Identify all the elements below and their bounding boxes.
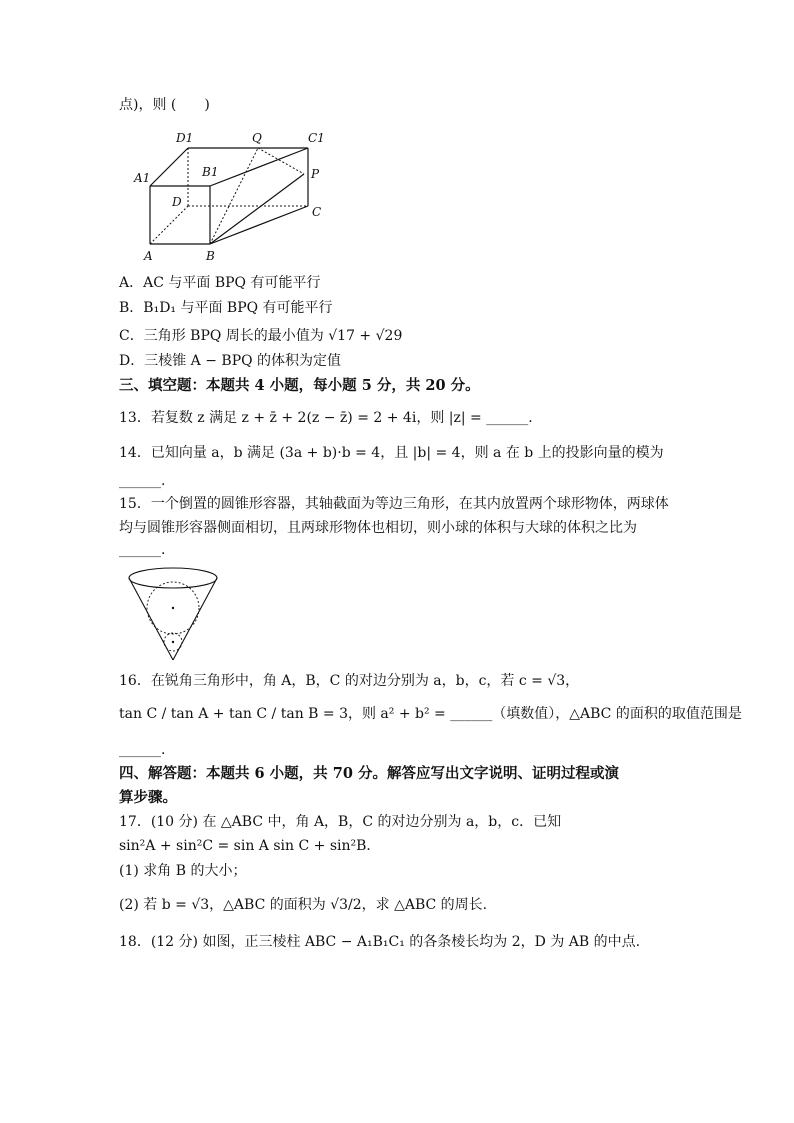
q12-option-c: C．三角形 BPQ 周长的最小值为 √17 + √29	[119, 328, 403, 344]
label-c1: C1	[308, 131, 325, 145]
q12-option-a: A．AC 与平面 BPQ 有可能平行	[119, 275, 321, 291]
label-d: D	[172, 195, 182, 209]
q12-option-b: B．B₁D₁ 与平面 BPQ 有可能平行	[119, 300, 333, 316]
section-3-heading: 三、填空题：本题共 4 小题，每小题 5 分，共 20 分。	[119, 377, 480, 394]
label-b1: B1	[202, 165, 219, 179]
label-c: C	[312, 205, 322, 219]
label-d1: D1	[176, 131, 194, 145]
q12-option-d: D．三棱锥 A − BPQ 的体积为定值	[119, 353, 342, 369]
question-17-line-1: 17．(10 分) 在 △ABC 中，角 A，B，C 的对边分别为 a，b，c．已知	[119, 814, 562, 830]
question-13: 13．若复数 z 满足 z + z̄ + 2(z − z̄) = 2 + 4i，则 |z| = ______.	[119, 410, 533, 426]
question-17-part-1: (1) 求角 B 的大小；	[119, 863, 247, 879]
question-15-line-1: 15．一个倒置的圆锥形容器，其轴截面为等边三角形，在其内放置两个球形物体，两球体	[119, 496, 669, 512]
question-14-answer-blank: ______.	[119, 473, 166, 489]
question-16-answer-blank: ______.	[119, 742, 166, 758]
section-4-heading-line-2: 算步骤。	[119, 789, 177, 806]
label-a1: A1	[134, 171, 151, 185]
question-16-line-2: tan C / tan A + tan C / tan B = 3，则 a² + b² = ______（填数值），△ABC 的面积的取值范围是	[119, 706, 742, 722]
question-15-line-2: 均与圆锥形容器侧面相切，且两球形物体也相切，则小球的体积与大球的体积之比为	[119, 520, 637, 536]
question-18: 18．(12 分) 如图，正三棱柱 ABC − A₁B₁C₁ 的各条棱长均为 2，D 为 AB 的中点.	[119, 934, 641, 950]
question-14: 14．已知向量 a，b 满足 (3a + b)·b = 4，且 |b| = 4，则 a 在 b 上的投影向量的模为	[119, 445, 664, 461]
label-b: B	[206, 249, 215, 262]
section-4-heading-line-1: 四、解答题：本题共 6 小题，共 70 分。解答应写出文字说明、证明过程或演	[119, 765, 619, 782]
question-15-answer-blank: ______.	[119, 542, 166, 558]
question-17-part-2: (2) 若 b = √3，△ABC 的面积为 √3/2，求 △ABC 的周长.	[119, 897, 488, 913]
question-16-line-1: 16．在锐角三角形中，角 A，B，C 的对边分别为 a，b，c，若 c = √3，	[119, 673, 580, 689]
label-q: Q	[252, 131, 262, 145]
question-17-line-2: sin²A + sin²C = sin A sin C + sin²B．	[119, 838, 381, 854]
cone-figure	[126, 564, 226, 664]
prism-figure	[130, 128, 330, 262]
label-a: A	[144, 249, 153, 262]
header-fragment: 点)，则 ( )	[119, 97, 210, 113]
label-p: P	[311, 167, 320, 181]
